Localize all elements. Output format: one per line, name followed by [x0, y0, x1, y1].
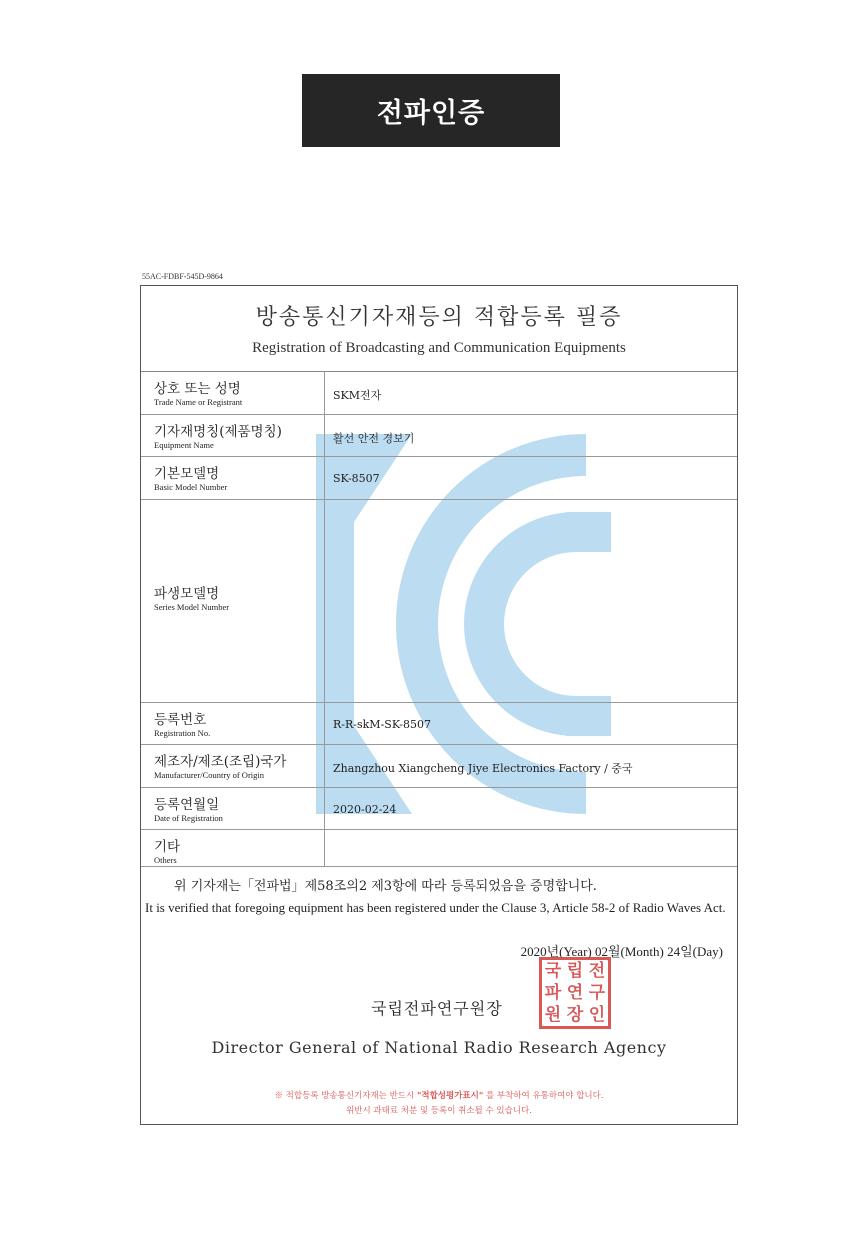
seal-char: 구: [588, 982, 606, 1003]
seal-char: 전: [588, 960, 606, 981]
seal-char: 인: [588, 1004, 606, 1025]
field-row-series-model: [141, 500, 737, 703]
field-row-equipment-name: [141, 415, 737, 457]
certificate-title-korean: 방송통신기자재등의 적합등록 필증: [255, 305, 623, 330]
label-korean: 기타: [154, 839, 181, 855]
label-korean: 등록번호: [154, 712, 207, 728]
page-title-banner: [302, 74, 560, 147]
registration-no-value: R-R-skM-SK-8507: [333, 718, 431, 731]
label-english: Trade Name or Registrant: [154, 397, 243, 407]
notice-emphasis: "적합성평가표시": [416, 1091, 484, 1101]
field-label-cell: [141, 830, 325, 866]
compliance-notice: [141, 1089, 737, 1119]
label-english: Series Model Number: [154, 602, 230, 612]
notice-prefix: ※ 적합등록 방송통신기자재는 반드시: [274, 1091, 415, 1101]
notice-suffix: 를 부착하여 유통하여야 합니다.: [485, 1091, 604, 1101]
label-english: Equipment Name: [154, 440, 214, 450]
statement-korean: 위 기자재는「전파법」제58조의2 제3항에 따라 등록되었음을 증명합니다.: [174, 879, 597, 894]
field-label-cell: [141, 703, 325, 744]
date-registration-value: 2020-02-24: [333, 803, 397, 816]
notice-line-2: 위반시 과태료 처분 및 등록이 취소될 수 있습니다.: [346, 1106, 532, 1116]
field-row-date-registration: [141, 788, 737, 830]
seal-char: 원: [544, 1004, 562, 1025]
field-row-basic-model: [141, 457, 737, 500]
seal-char: 파: [544, 982, 562, 1003]
label-korean: 파생모델명: [154, 586, 220, 602]
notice-line-1: [141, 1089, 737, 1104]
field-label-cell: [141, 457, 325, 499]
field-label-cell: [141, 745, 325, 787]
label-english: Manufacturer/Country of Origin: [154, 770, 264, 780]
field-row-registration-no: [141, 703, 737, 745]
issuer-korean: 국립전파연구원장: [371, 999, 503, 1018]
field-row-trade-name: [141, 372, 737, 415]
label-english: Date of Registration: [154, 813, 223, 823]
issuer-english: Director General of National Radio Research Agency: [211, 1038, 667, 1057]
statement-english: It is verified that foregoing equipment has been registered under the Clause 3, Article 58-2 of Radio Waves Act.: [145, 900, 726, 915]
issue-date: 2020년(Year) 02월(Month) 24일(Day): [520, 944, 723, 959]
field-label-cell: [141, 372, 325, 414]
label-korean: 상호 또는 성명: [154, 381, 241, 397]
label-english: Basic Model Number: [154, 482, 228, 492]
label-korean: 등록연월일: [154, 797, 220, 813]
label-english: Registration No.: [154, 728, 211, 738]
registration-fields-table: [141, 371, 737, 867]
certificate: [140, 285, 738, 1125]
field-row-others: [141, 830, 737, 867]
official-seal-stamp: [539, 957, 611, 1029]
document-code: 55AC-FDBF-545D-9864: [142, 272, 223, 281]
field-row-manufacturer: [141, 745, 737, 788]
seal-char: 국: [544, 960, 562, 981]
basic-model-value: SK-8507: [333, 472, 380, 485]
trade-name-value: SKM전자: [333, 389, 382, 402]
page-title: 전파인증: [376, 98, 486, 129]
label-english: Others: [154, 855, 177, 865]
field-label-cell: [141, 500, 325, 702]
field-label-cell: [141, 788, 325, 829]
seal-char: 연: [566, 982, 584, 1003]
seal-char: 장: [566, 1004, 584, 1025]
equipment-name-value: 활선 안전 경보기: [333, 432, 415, 445]
label-korean: 기자재명칭(제품명칭): [154, 424, 282, 440]
manufacturer-value: Zhangzhou Xiangcheng Jiye Electronics Factory / 중국: [333, 762, 633, 775]
field-label-cell: [141, 415, 325, 456]
seal-char: 립: [566, 960, 584, 981]
label-korean: 기본모델명: [154, 466, 220, 482]
certificate-title-english: Registration of Broadcasting and Communication Equipments: [252, 340, 626, 356]
label-korean: 제조자/제조(조립)국가: [154, 754, 287, 770]
